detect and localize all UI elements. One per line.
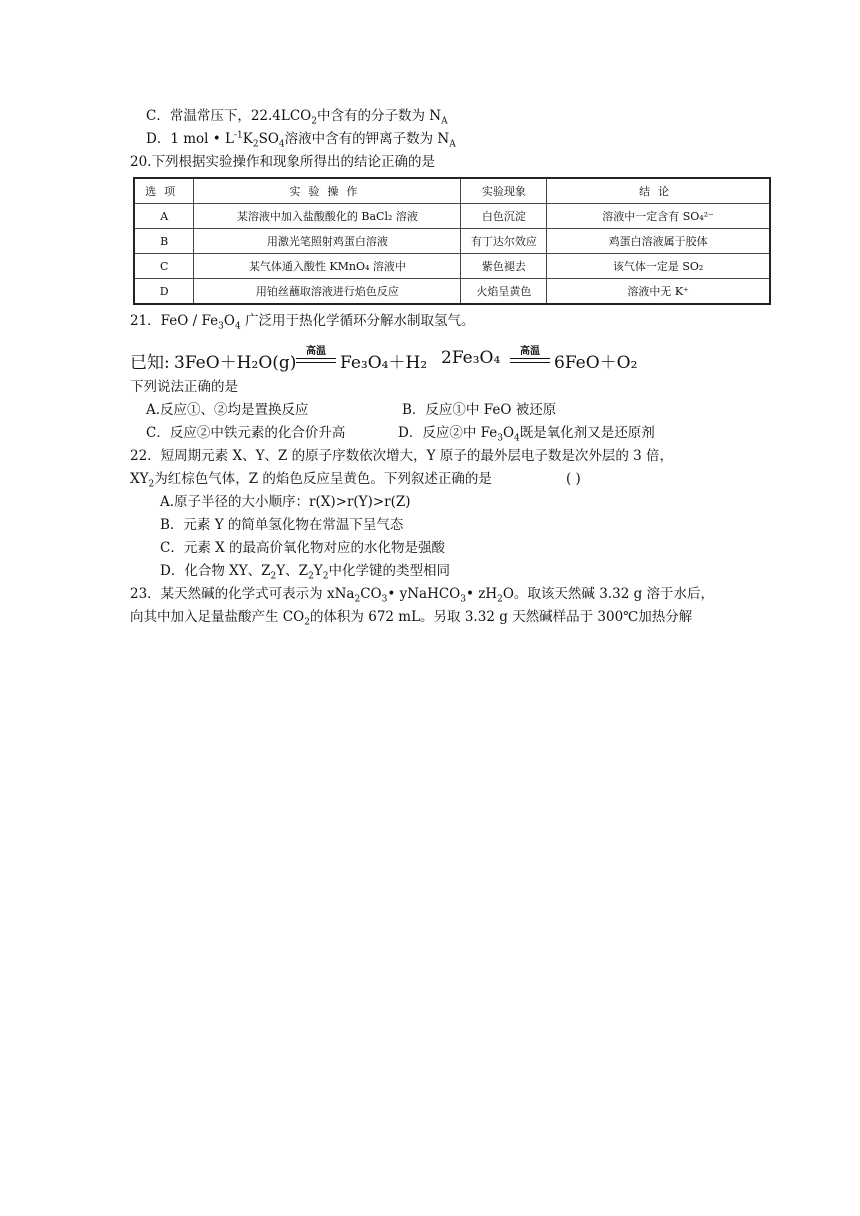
- q20-stem: 20.下列根据实验操作和现象所得出的结论正确的是: [130, 154, 435, 170]
- q19-option-d-text: D．1 mol • L: [146, 131, 234, 147]
- subscript: 2: [270, 571, 277, 582]
- subscript: 3: [460, 594, 466, 605]
- subscript: 2: [497, 594, 503, 605]
- cell-phenomenon: 有丁达尔效应: [461, 229, 547, 254]
- q20-experiment-table: [133, 177, 771, 305]
- q19-option-d-text-3: SO: [258, 131, 279, 147]
- q22-option-d: [160, 561, 450, 581]
- q21-option-d-text: D．反应②中 Fe: [398, 425, 498, 441]
- subscript: 4: [234, 321, 241, 332]
- cell-conclusion: 溶液中一定含有 SO₄²⁻: [547, 204, 770, 229]
- subscript: 2: [148, 479, 155, 490]
- q23-text-7: 的体积为 672 mL。另取 3.32 g 天然碱样品于 300℃加热分解: [309, 609, 693, 625]
- subscript: 2: [322, 571, 329, 582]
- equation-2-right: 6FeO＋O₂: [554, 353, 638, 373]
- double-line-top: [510, 358, 550, 359]
- subscript: 4: [514, 433, 520, 444]
- answer-bracket: ( ): [566, 471, 581, 487]
- q22-option-d-text-2: Y、Z: [276, 563, 309, 579]
- q22-stem-text-2: 为红棕色气体，Z 的焰色反应呈黄色。下列叙述正确的是: [154, 471, 492, 487]
- header-phenomenon: 实验现象: [461, 178, 547, 204]
- equation-2-arrow: [508, 344, 552, 366]
- header-conclusion: 结论: [547, 178, 770, 204]
- q23-stem-line-2: [130, 607, 692, 627]
- equation-1-right: Fe₃O₄＋H₂: [340, 353, 428, 373]
- q21-option-d-text-2: O: [502, 425, 515, 441]
- q19-option-d-text-2: K: [242, 131, 253, 147]
- cell-operation: 用铂丝蘸取溶液进行焰色反应: [194, 279, 461, 305]
- q22-option-a: A.原子半径的大小顺序：r(X)>r(Y)>r(Z): [160, 494, 411, 510]
- cell-operation: 某溶液中加入盐酸酸化的 BaCl₂ 溶液: [194, 204, 461, 229]
- q22-option-c: C．元素 X 的最高价氧化物对应的水化物是强酸: [160, 540, 446, 556]
- q19-option-c: [146, 106, 448, 126]
- q21-option-d-text-3: 既是氧化剂又是还原剂: [519, 425, 655, 441]
- subscript: 4: [278, 139, 285, 150]
- subscript: 3: [381, 594, 388, 605]
- q21-stem-text: 21．FeO / Fe: [130, 313, 219, 329]
- q23-text: 23．某天然碱的化学式可表示为 xNa: [130, 586, 355, 602]
- cell-option: D: [134, 279, 194, 305]
- header-option: 选项: [134, 178, 194, 204]
- q19-option-d-text-4: 溶液中含有的钾离子数为 N: [284, 131, 450, 147]
- cell-conclusion: 溶液中无 K⁺: [547, 279, 770, 305]
- cell-phenomenon: 白色沉淀: [461, 204, 547, 229]
- subscript: 2: [304, 617, 310, 628]
- double-line-top: [296, 358, 336, 359]
- subscript: 2: [354, 594, 361, 605]
- q21-option-d: [398, 423, 655, 443]
- cell-phenomenon: 紫色褪去: [461, 254, 547, 279]
- cell-conclusion: 鸡蛋白溶液属于胶体: [547, 229, 770, 254]
- q22-option-d-text-3: Y: [313, 563, 323, 579]
- cell-conclusion: 该气体一定是 SO₂: [547, 254, 770, 279]
- cell-phenomenon: 火焰呈黄色: [461, 279, 547, 305]
- q19-option-c-text: C．常温常压下，22.4LCO: [146, 108, 312, 124]
- double-line-bottom: [296, 362, 336, 363]
- q22-stem-line-2: [130, 469, 492, 489]
- q19-option-c-text-2: 中含有的分子数为 N: [316, 108, 442, 124]
- cell-option: C: [134, 254, 194, 279]
- given-label: 已知:: [130, 353, 170, 373]
- q23-stem-line-1: [130, 584, 714, 604]
- double-line-bottom: [510, 362, 550, 363]
- q21-option-a: A.反应①、②均是置换反应: [146, 402, 309, 418]
- q22-option-d-text-4: 中化学键的类型相同: [328, 563, 450, 579]
- table-row: [134, 254, 770, 279]
- q22-stem-line-1: 22．短周期元素 X、Y、Z 的原子序数依次增大，Y 原子的最外层电子数是次外层的 3 倍，: [130, 448, 674, 464]
- cell-option: A: [134, 204, 194, 229]
- q23-text-4: • zH: [465, 586, 498, 602]
- reaction-condition: 高温: [306, 346, 326, 357]
- subscript: 2: [311, 116, 317, 127]
- q21-stem: [130, 311, 474, 331]
- subscript: 2: [308, 571, 314, 582]
- table-row: [134, 204, 770, 229]
- q21-equations: [130, 338, 650, 374]
- subscript: 2: [252, 139, 259, 150]
- table-row: [134, 229, 770, 254]
- q22-option-b: B．元素 Y 的简单氢化物在常温下呈气态: [160, 517, 404, 533]
- q21-prompt: 下列说法正确的是: [130, 379, 238, 395]
- q23-text-5: O。取该天然碱 3.32 g 溶于水后，: [502, 586, 715, 602]
- q22-stem-text: XY: [130, 471, 149, 487]
- q21-stem-text-2: O: [223, 313, 235, 329]
- table-row: [134, 279, 770, 305]
- equation-1-arrow: [294, 344, 338, 366]
- equation-1-left: 3FeO＋H₂O(g): [174, 353, 297, 373]
- reaction-condition: 高温: [520, 346, 540, 357]
- cell-operation: 某气体通入酸性 KMnO₄ 溶液中: [194, 254, 461, 279]
- q22-option-d-text: D．化合物 XY、Z: [160, 563, 271, 579]
- subscript: A: [449, 139, 456, 150]
- q21-stem-text-3: 广泛用于热化学循环分解水制取氢气。: [240, 313, 475, 329]
- equation-2-left: 2Fe₃O₄: [441, 348, 501, 368]
- q21-option-b: B．反应①中 FeO 被还原: [402, 402, 557, 418]
- subscript: A: [441, 116, 448, 127]
- cell-operation: 用激光笔照射鸡蛋白溶液: [194, 229, 461, 254]
- table-header-row: [134, 178, 770, 204]
- header-operation: 实验操作: [194, 178, 461, 204]
- subscript: 3: [497, 433, 503, 444]
- q19-option-d: [146, 129, 456, 149]
- q23-text-2: CO: [360, 586, 382, 602]
- q23-text-3: • yNaHCO: [387, 586, 461, 602]
- q21-option-c: C．反应②中铁元素的化合价升高: [146, 425, 346, 441]
- cell-option: B: [134, 229, 194, 254]
- superscript: -1: [233, 130, 243, 141]
- subscript: 3: [218, 321, 224, 332]
- q23-text-6: 向其中加入足量盐酸产生 CO: [130, 609, 305, 625]
